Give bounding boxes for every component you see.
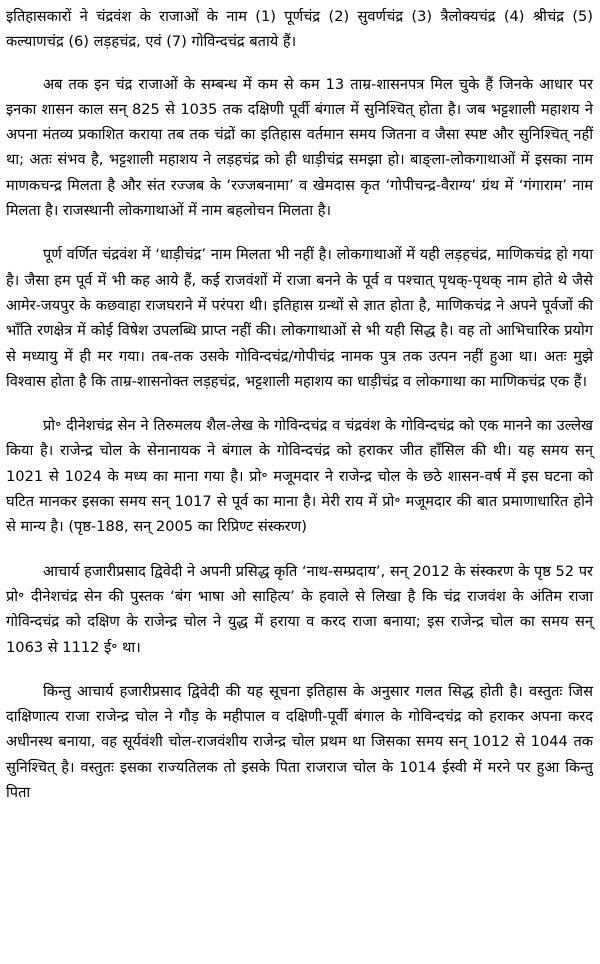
paragraph-2: अब तक इन चंद्र राजाओं के सम्बन्ध में कम से कम 13 ताम्र-शासनपत्र मिल चुके हैं जिनके आधार पर इनका शासन काल सन् 825 से 1035 तक दक्षिणी पूर्वी बंगाल में सुनिश्चित् होता है। जब भट्टशाली महाशय ने अपना मंतव्य प्रकाशित कराया तब तक चंद्रों का इतिहास वर्तमान समय जितना व जैसा स्पष्ट और सुनिश्चित् नहीं था; अतः संभव है, भट्टशाली महाशय ने लड़हचंद्र को ही धाड़ीचंद्र समझा हो। बाङ्ला-लोकगाथाओं में इसका नाम माणकचन्द्र मिलता है और संत रज्जब के ‘रज्जबनामा’ व खेमदास कृत ‘गोपीचन्द्र-वैराग्य’ ग्रंथ में ‘गंगाराम’ नाम मिलता है। राजस्थानी लोकगाथाओं में नाम बहलोचन मिलता है।: [6, 75, 593, 220]
paragraph-4: प्रो॰ दीनेशचंद्र सेन ने तिरुमलय शैल-लेख के गोविन्दचंद्र व चंद्रवंश के गोविन्दचंद्र को एक मानने का उल्लेख किया है। राजेन्द्र चोल के सेनानायक ने बंगाल के गोविन्दचंद्र को हराकर जीत हाँसिल की थी। यह समय सन् 1021 से 1024 के मध्य का माना गया है। प्रो॰ मजूमदार ने राजेन्द्र चोल के छठे शासन-वर्ष में इस घटना को घटित मानकर इसका समय सन् 1017 से पूर्व का माना है। मेरी राय में प्रो॰ मजूमदार की बात प्रमाणाधारित होने से मान्य है। (पृष्ठ-188, सन् 2005 का रिप्रिण्ट संस्करण): [6, 417, 593, 536]
paragraph-6: किन्तु आचार्य हजारीप्रसाद द्विवेदी की यह सूचना इतिहास के अनुसार गलत सिद्ध होती है। वस्तुतः जिस दाक्षिणात्य राजा राजेन्द्र चोल ने गौड़ के महीपाल व दक्षिणी-पूर्वी बंगाल के गोविन्दचंद्र को हराकर अपना करद अधीनस्थ बनाया, वह सूर्यवंशी चोल-राजवंशीय राजेन्द्र चोल प्रथम था जिसका समय सन् 1012 से 1044 तक सुनिश्चित् है। वस्तुतः इसका राज्यतिलक तो इसके पिता राजराज चोल के 1014 ईस्वी में मरने पर हुआ किन्तु पिता: [6, 682, 593, 802]
paragraph-3: पूर्ण वर्णित चंद्रवंश में ‘धाड़ीचंद्र’ नाम मिलता भी नहीं है। लोकगाथाओं में यही लड़हचंद्र, माणिकचंद्र हो गया है। जैसा हम पूर्व में भी कह आये हैं, कई राजवंशों में राजा बनने के पूर्व व पश्चात् पृथक्-पृथक् नाम होते थे जैसे आमेर-जयपुर के कछवाहा राजघराने में परंपरा थी। इतिहास ग्रन्थों से ज्ञात होता है, माणिकचंद्र ने अपने पूर्वजों की भाँति रणक्षेत्र में कोई विषेश उपलब्धि प्राप्त नहीं की। लोकगाथाओं से भी यही सिद्ध है। वह तो आभिचारिक प्रयोग से मध्यायु में ही मर गया। तब-तक उसके गोविन्दचंद्र/गोपीचंद्र नामक पुत्र तक उत्पन नहीं हुआ था। अतः मुझे विश्वास होता है कि ताम्र-शासनोक्त लड़हचंद्र, भट्टशाली महाशय का धाड़ीचंद्र व लोकगाथा का माणिकचंद्र एक हैं।: [6, 246, 593, 390]
paragraph-5: आचार्य हजारीप्रसाद द्विवेदी ने अपनी प्रसिद्ध कृति ‘नाथ-सम्प्रदाय’, सन् 2012 के संस्करण के पृष्ठ 52 पर प्रो॰ दीनेशचंद्र सेन की पुस्तक ‘बंग भाषा ओ साहित्य’ के हवाले से लिखा है कि चंद्र राजवंश के अंतिम राजा गोविन्दचंद्र को दक्षिण के राजेन्द्र चोल ने युद्ध में हराया व करद राजा बनाया; इस राजेन्द्र चोल का समय सन् 1063 से 1112 ई॰ था।: [6, 562, 593, 656]
paragraph-1: इतिहासकारों ने चंद्रवंश के राजाओं के नाम (1) पूर्णचंद्र (2) सुवर्णचंद्र (3) त्रैलोक्यचंद्र (4) श्रीचंद्र (5) कल्याणचंद्र (6) लड़हचंद्र, एवं (7) गोविन्दचंद्र बताये हैं।: [6, 8, 593, 51]
